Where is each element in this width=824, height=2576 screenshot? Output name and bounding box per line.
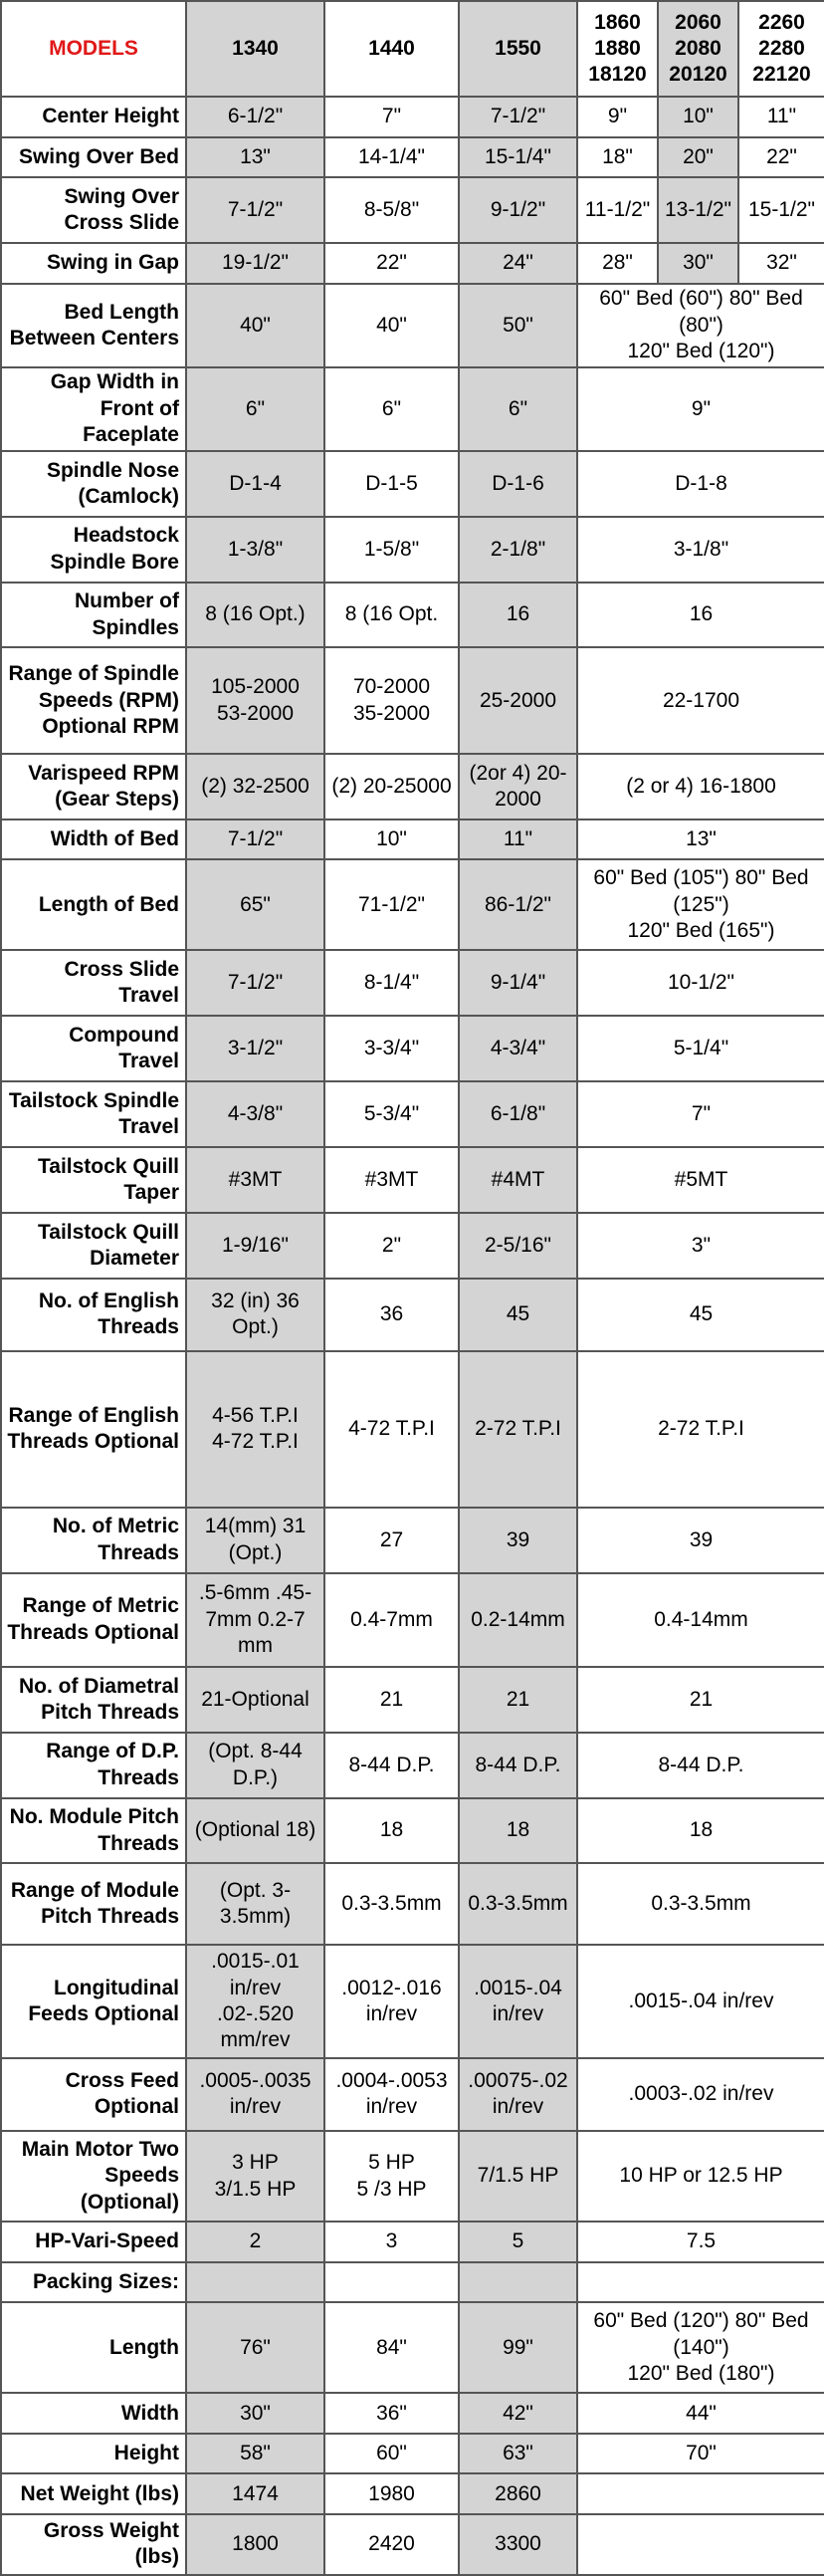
spec-value: 0.3-3.5mm bbox=[459, 1863, 577, 1944]
spec-value: 6" bbox=[459, 367, 577, 451]
spec-value: (2) 32-2500 bbox=[186, 754, 324, 820]
spec-value: 9-1/4" bbox=[459, 950, 577, 1016]
spec-value: 16 bbox=[577, 583, 824, 648]
spec-value: 11-1/2" bbox=[577, 177, 658, 243]
spec-value: 11" bbox=[459, 820, 577, 860]
spec-value: D-1-5 bbox=[324, 451, 459, 517]
spec-value: .0015-.01 in/rev .02-.520 mm/rev bbox=[186, 1945, 324, 2059]
spec-value: 6" bbox=[186, 367, 324, 451]
spec-value: 18" bbox=[577, 137, 658, 178]
spec-value: 15-1/4" bbox=[459, 137, 577, 178]
table-row bbox=[1, 2393, 824, 2434]
spec-value: 21 bbox=[324, 1667, 459, 1733]
spec-value: 8-1/4" bbox=[324, 950, 459, 1016]
table-row bbox=[1, 2473, 824, 2514]
table-row bbox=[1, 2434, 824, 2474]
spec-value: 2 bbox=[186, 2222, 324, 2262]
spec-value: #3MT bbox=[186, 1147, 324, 1213]
spec-value: 7-1/2" bbox=[186, 177, 324, 243]
spec-value: 5-3/4" bbox=[324, 1081, 459, 1147]
spec-value: 14-1/4" bbox=[324, 137, 459, 178]
table-row bbox=[1, 2262, 824, 2303]
spec-value: 7-1/2" bbox=[186, 950, 324, 1016]
spec-label: Cross Slide Travel bbox=[1, 950, 186, 1016]
spec-label: Width bbox=[1, 2393, 186, 2434]
spec-value: 36" bbox=[324, 2393, 459, 2434]
spec-value: 9-1/2" bbox=[459, 177, 577, 243]
table-row bbox=[1, 1798, 824, 1864]
table-row bbox=[1, 647, 824, 753]
spec-value: 1-5/8" bbox=[324, 517, 459, 583]
model-1440-header: 1440 bbox=[324, 1, 459, 97]
spec-value: 13-1/2" bbox=[658, 177, 738, 243]
table-row bbox=[1, 367, 824, 451]
spec-value: (2or 4) 20-2000 bbox=[459, 754, 577, 820]
spec-value: 76" bbox=[186, 2302, 324, 2393]
spec-label: Range of Metric Threads Optional bbox=[1, 1573, 186, 1667]
spec-value: 4-3/4" bbox=[459, 1016, 577, 1081]
spec-value: 21 bbox=[577, 1667, 824, 1733]
spec-value: 4-3/8" bbox=[186, 1081, 324, 1147]
spec-value: 39 bbox=[459, 1508, 577, 1573]
spec-label: Width of Bed bbox=[1, 820, 186, 860]
spec-label: Net Weight (lbs) bbox=[1, 2473, 186, 2514]
table-row bbox=[1, 137, 824, 178]
spec-label: Bed Length Between Centers bbox=[1, 284, 186, 367]
spec-value: 21-Optional bbox=[186, 1667, 324, 1733]
spec-value: 3" bbox=[577, 1213, 824, 1279]
spec-value: 40" bbox=[324, 284, 459, 367]
spec-value: 60" Bed (105") 80" Bed (125") 120" Bed (165") bbox=[577, 859, 824, 950]
spec-value: .5-6mm .45-7mm 0.2-7 mm bbox=[186, 1573, 324, 1667]
spec-value: 10" bbox=[658, 97, 738, 137]
table-row bbox=[1, 517, 824, 583]
spec-value: 7-1/2" bbox=[459, 97, 577, 137]
spec-value: 60" bbox=[324, 2434, 459, 2474]
spec-value: 20" bbox=[658, 137, 738, 178]
spec-value bbox=[324, 2262, 459, 2303]
spec-value: 7" bbox=[324, 97, 459, 137]
spec-value: 10 HP or 12.5 HP bbox=[577, 2131, 824, 2222]
spec-label: Range of D.P. Threads bbox=[1, 1733, 186, 1798]
models-title: MODELS bbox=[1, 1, 186, 97]
spec-value: 30" bbox=[186, 2393, 324, 2434]
spec-value: 18 bbox=[324, 1798, 459, 1864]
table-row bbox=[1, 1733, 824, 1798]
spec-label: Swing Over Cross Slide bbox=[1, 177, 186, 243]
spec-value: 0.3-3.5mm bbox=[577, 1863, 824, 1944]
spec-value: 84" bbox=[324, 2302, 459, 2393]
spec-value: 32 (in) 36 Opt.) bbox=[186, 1279, 324, 1351]
spec-value: 10" bbox=[324, 820, 459, 860]
spec-value: 1980 bbox=[324, 2473, 459, 2514]
spec-value: 0.4-7mm bbox=[324, 1573, 459, 1667]
spec-value: 21 bbox=[459, 1667, 577, 1733]
spec-value: 3 bbox=[324, 2222, 459, 2262]
spec-value: 9" bbox=[577, 97, 658, 137]
table-row bbox=[1, 1081, 824, 1147]
spec-value: 3-1/8" bbox=[577, 517, 824, 583]
spec-value: 22" bbox=[324, 243, 459, 284]
spec-value: 4-56 T.P.I 4-72 T.P.I bbox=[186, 1351, 324, 1508]
spec-value: 22" bbox=[738, 137, 824, 178]
table-row bbox=[1, 2302, 824, 2393]
spec-value: .0015-.04 in/rev bbox=[459, 1945, 577, 2059]
spec-value: 5 bbox=[459, 2222, 577, 2262]
spec-label: Length of Bed bbox=[1, 859, 186, 950]
spec-label: No. of English Threads bbox=[1, 1279, 186, 1351]
model-1860-header: 1860 1880 18120 bbox=[577, 1, 658, 97]
spec-value: 8-44 D.P. bbox=[459, 1733, 577, 1798]
spec-label: Spindle Nose (Camlock) bbox=[1, 451, 186, 517]
spec-value: 6-1/2" bbox=[186, 97, 324, 137]
spec-value: 65" bbox=[186, 859, 324, 950]
spec-value: 18 bbox=[577, 1798, 824, 1864]
spec-value: 0.3-3.5mm bbox=[324, 1863, 459, 1944]
spec-value: 9" bbox=[577, 367, 824, 451]
spec-label: HP-Vari-Speed bbox=[1, 2222, 186, 2262]
spec-value: 8 (16 Opt.) bbox=[186, 583, 324, 648]
spec-value: 2-72 T.P.I bbox=[459, 1351, 577, 1508]
spec-value: 5-1/4" bbox=[577, 1016, 824, 1081]
spec-value: 58" bbox=[186, 2434, 324, 2474]
spec-value: 15-1/2" bbox=[738, 177, 824, 243]
spec-value: 44" bbox=[577, 2393, 824, 2434]
spec-value: 2-72 T.P.I bbox=[577, 1351, 824, 1508]
table-row bbox=[1, 1508, 824, 1573]
table-row bbox=[1, 820, 824, 860]
table-row bbox=[1, 583, 824, 648]
table-row bbox=[1, 1279, 824, 1351]
spec-value: 16 bbox=[459, 583, 577, 648]
table-row bbox=[1, 1573, 824, 1667]
spec-value: 6-1/8" bbox=[459, 1081, 577, 1147]
spec-value: 71-1/2" bbox=[324, 859, 459, 950]
spec-value: 3 HP 3/1.5 HP bbox=[186, 2131, 324, 2222]
spec-label: Tailstock Quill Taper bbox=[1, 1147, 186, 1213]
spec-value: 1474 bbox=[186, 2473, 324, 2514]
spec-value: 42" bbox=[459, 2393, 577, 2434]
spec-value: (2) 20-25000 bbox=[324, 754, 459, 820]
spec-value: 14(mm) 31 (Opt.) bbox=[186, 1508, 324, 1573]
spec-value: 28" bbox=[577, 243, 658, 284]
spec-label: Range of Module Pitch Threads bbox=[1, 1863, 186, 1944]
spec-value bbox=[577, 2514, 824, 2575]
spec-value bbox=[577, 2262, 824, 2303]
table-row bbox=[1, 754, 824, 820]
spec-value: 60" Bed (120") 80" Bed (140") 120" Bed (180") bbox=[577, 2302, 824, 2393]
spec-label: No. of Diametral Pitch Threads bbox=[1, 1667, 186, 1733]
spec-label: Cross Feed Optional bbox=[1, 2058, 186, 2131]
spec-value: 25-2000 bbox=[459, 647, 577, 753]
spec-value: 3-1/2" bbox=[186, 1016, 324, 1081]
spec-value: 8 (16 Opt. bbox=[324, 583, 459, 648]
spec-value bbox=[186, 2262, 324, 2303]
spec-value: 70-2000 35-2000 bbox=[324, 647, 459, 753]
table-row bbox=[1, 950, 824, 1016]
spec-value: 86-1/2" bbox=[459, 859, 577, 950]
spec-value: 19-1/2" bbox=[186, 243, 324, 284]
spec-value: 32" bbox=[738, 243, 824, 284]
spec-value: #3MT bbox=[324, 1147, 459, 1213]
table-row bbox=[1, 2058, 824, 2131]
spec-value: 7.5 bbox=[577, 2222, 824, 2262]
spec-value: D-1-8 bbox=[577, 451, 824, 517]
spec-label: Packing Sizes: bbox=[1, 2262, 186, 2303]
table-row bbox=[1, 243, 824, 284]
table-row bbox=[1, 1945, 824, 2059]
spec-label: Gross Weight (lbs) bbox=[1, 2514, 186, 2575]
spec-value: 2420 bbox=[324, 2514, 459, 2575]
model-2060-header: 2060 2080 20120 bbox=[658, 1, 738, 97]
table-row bbox=[1, 1351, 824, 1508]
spec-label: Length bbox=[1, 2302, 186, 2393]
spec-value: 8-5/8" bbox=[324, 177, 459, 243]
spec-value: 7" bbox=[577, 1081, 824, 1147]
spec-value: 5 HP 5 /3 HP bbox=[324, 2131, 459, 2222]
spec-value: (Opt. 3-3.5mm) bbox=[186, 1863, 324, 1944]
table-body bbox=[1, 1, 824, 2575]
spec-value: 39 bbox=[577, 1508, 824, 1573]
spec-label: Swing Over Bed bbox=[1, 137, 186, 178]
spec-value: (2 or 4) 16-1800 bbox=[577, 754, 824, 820]
spec-label: Range of English Threads Optional bbox=[1, 1351, 186, 1508]
table-row bbox=[1, 1863, 824, 1944]
spec-value: 3-3/4" bbox=[324, 1016, 459, 1081]
spec-value: 7-1/2" bbox=[186, 820, 324, 860]
header-row bbox=[1, 1, 824, 97]
spec-label: Compound Travel bbox=[1, 1016, 186, 1081]
spec-label: Tailstock Quill Diameter bbox=[1, 1213, 186, 1279]
spec-label: No. Module Pitch Threads bbox=[1, 1798, 186, 1864]
spec-label: Gap Width in Front of Faceplate bbox=[1, 367, 186, 451]
spec-value: 99" bbox=[459, 2302, 577, 2393]
table-row bbox=[1, 97, 824, 137]
model-1550-header: 1550 bbox=[459, 1, 577, 97]
spec-value: (Opt. 8-44 D.P.) bbox=[186, 1733, 324, 1798]
spec-value: 1800 bbox=[186, 2514, 324, 2575]
spec-value: 0.4-14mm bbox=[577, 1573, 824, 1667]
spec-label: Center Height bbox=[1, 97, 186, 137]
spec-value: 4-72 T.P.I bbox=[324, 1351, 459, 1508]
spec-value: 0.2-14mm bbox=[459, 1573, 577, 1667]
spec-value: 45 bbox=[577, 1279, 824, 1351]
table-row bbox=[1, 859, 824, 950]
spec-label: Varispeed RPM (Gear Steps) bbox=[1, 754, 186, 820]
spec-value: 2" bbox=[324, 1213, 459, 1279]
table-row bbox=[1, 451, 824, 517]
spec-value bbox=[459, 2262, 577, 2303]
spec-value: 2-1/8" bbox=[459, 517, 577, 583]
spec-value: 40" bbox=[186, 284, 324, 367]
model-1340-header: 1340 bbox=[186, 1, 324, 97]
spec-value: 8-44 D.P. bbox=[324, 1733, 459, 1798]
spec-value: 36 bbox=[324, 1279, 459, 1351]
spec-value: 45 bbox=[459, 1279, 577, 1351]
spec-value: 18 bbox=[459, 1798, 577, 1864]
table-row bbox=[1, 2222, 824, 2262]
spec-value: 24" bbox=[459, 243, 577, 284]
spec-value: 63" bbox=[459, 2434, 577, 2474]
spec-value: 1-3/8" bbox=[186, 517, 324, 583]
spec-value: D-1-6 bbox=[459, 451, 577, 517]
spec-value: 30" bbox=[658, 243, 738, 284]
spec-label: Range of Spindle Speeds (RPM) Optional RPM bbox=[1, 647, 186, 753]
spec-value: 13" bbox=[186, 137, 324, 178]
spec-value: 8-44 D.P. bbox=[577, 1733, 824, 1798]
spec-label: Number of Spindles bbox=[1, 583, 186, 648]
spec-value: #5MT bbox=[577, 1147, 824, 1213]
table-row bbox=[1, 1213, 824, 1279]
spec-value: 7/1.5 HP bbox=[459, 2131, 577, 2222]
spec-label: Main Motor Two Speeds (Optional) bbox=[1, 2131, 186, 2222]
table-row bbox=[1, 1667, 824, 1733]
spec-value: .0005-.0035 in/rev bbox=[186, 2058, 324, 2131]
table-row bbox=[1, 1016, 824, 1081]
spec-value: 105-2000 53-2000 bbox=[186, 647, 324, 753]
spec-label: Headstock Spindle Bore bbox=[1, 517, 186, 583]
spec-value: .00075-.02 in/rev bbox=[459, 2058, 577, 2131]
spec-value: 10-1/2" bbox=[577, 950, 824, 1016]
spec-value: 60" Bed (60") 80" Bed (80") 120" Bed (120") bbox=[577, 284, 824, 367]
spec-value: 2860 bbox=[459, 2473, 577, 2514]
spec-label: No. of Metric Threads bbox=[1, 1508, 186, 1573]
spec-value: 6" bbox=[324, 367, 459, 451]
spec-value: D-1-4 bbox=[186, 451, 324, 517]
spec-value: .0015-.04 in/rev bbox=[577, 1945, 824, 2059]
spec-value: #4MT bbox=[459, 1147, 577, 1213]
spec-value: 3300 bbox=[459, 2514, 577, 2575]
spec-label: Tailstock Spindle Travel bbox=[1, 1081, 186, 1147]
spec-value: 11" bbox=[738, 97, 824, 137]
spec-value: 1-9/16" bbox=[186, 1213, 324, 1279]
spec-label: Height bbox=[1, 2434, 186, 2474]
spec-value: 2-5/16" bbox=[459, 1213, 577, 1279]
spec-value: 50" bbox=[459, 284, 577, 367]
spec-value bbox=[577, 2473, 824, 2514]
table-row bbox=[1, 284, 824, 367]
spec-value: 13" bbox=[577, 820, 824, 860]
spec-value: 27 bbox=[324, 1508, 459, 1573]
spec-value: .0012-.016 in/rev bbox=[324, 1945, 459, 2059]
spec-value: (Optional 18) bbox=[186, 1798, 324, 1864]
spec-value: 22-1700 bbox=[577, 647, 824, 753]
table-row bbox=[1, 177, 824, 243]
spec-label: Swing in Gap bbox=[1, 243, 186, 284]
table-row bbox=[1, 2514, 824, 2575]
spec-label: Longitudinal Feeds Optional bbox=[1, 1945, 186, 2059]
table-row bbox=[1, 1147, 824, 1213]
spec-value: 70" bbox=[577, 2434, 824, 2474]
model-2260-header: 2260 2280 22120 bbox=[738, 1, 824, 97]
spec-value: .0003-.02 in/rev bbox=[577, 2058, 824, 2131]
spec-value: .0004-.0053 in/rev bbox=[324, 2058, 459, 2131]
table-row bbox=[1, 2131, 824, 2222]
